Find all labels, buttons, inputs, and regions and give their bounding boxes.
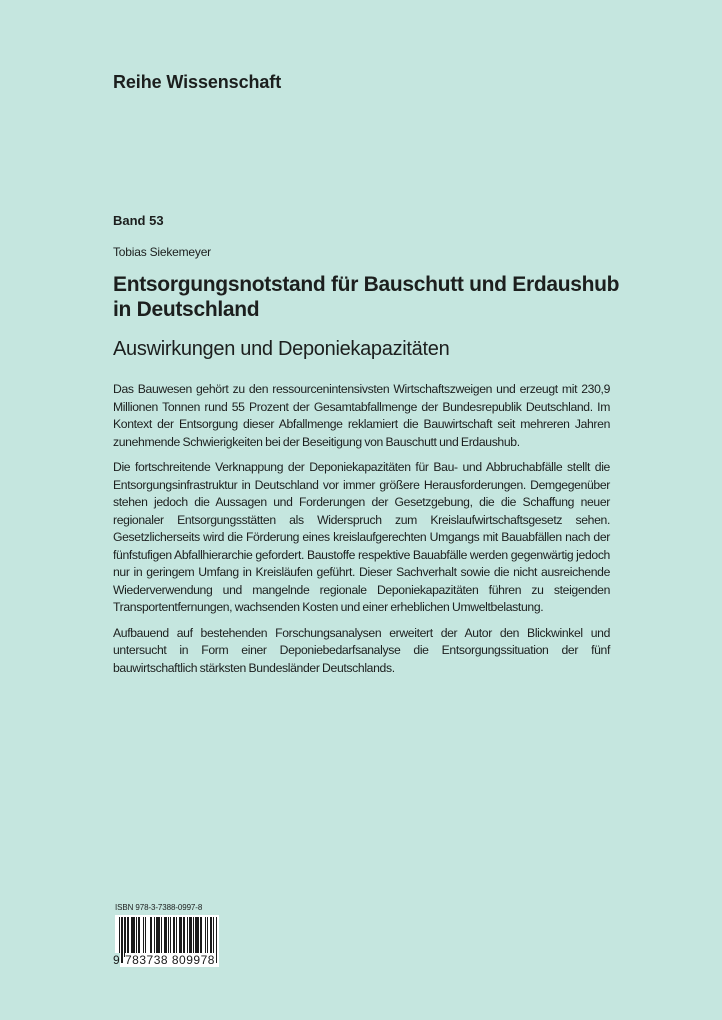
author-name: Tobias Siekemeyer: [113, 245, 211, 259]
blurb: [113, 381, 610, 685]
title-line-2: in Deutschland: [113, 298, 260, 321]
barcode-digits: [125, 953, 229, 967]
barcode-first-digit: 9: [113, 953, 120, 967]
book-subtitle: Auswirkungen und Deponiekapazitäten: [113, 338, 450, 360]
blurb-paragraph-2: Die fortschreitende Verknappung der Deponiekapazitäten für Bau- und Abbruchabfälle stellt die Entsorgungsinfrastruktur in Deutschland vor immer größere Herausforderungen. Demgegenüber stehen jedoch die Aussagen und Forderungen der Gesetzgebung, die die Schaffung neuer regionaler Entsorgungsstätten als Widerspruch zum Kreislaufwirtschaftsgesetz sehen. Gesetzlicherseits wird die Förderung eines kreislaufgerechten Umgangs mit Bauabfällen nach der fünfstufigen Abfallhierarchie gefordert. Baustoffe respektive Bauabfälle werden gegenwärtig jedoch nur in geringem Umfang in Kreisläufen geführt. Dieser Sachverhalt sowie die nicht ausreichende Wiederverwendung und mangelnde regionale Deponiekapazitäten führen zu steigenden Transportentfernungen, wachsenden Kosten und einer erheblichen Umweltbelastung.: [113, 460, 610, 614]
title-line-1: Entsorgungsnotstand für Bauschutt und Erdaushub: [113, 273, 620, 296]
blurb-paragraph-3: Aufbauend auf bestehenden Forschungsanalysen erweitert der Autor den Blickwinkel und untersucht in Form einer Deponiebedarfsanalyse die Entsorgungssituation der fünf bauwirtschaftlich stärksten Bundesländer Deutschlands.: [113, 625, 610, 675]
barcode: [115, 915, 219, 967]
volume-number: Band 53: [113, 213, 164, 228]
blurb-paragraph-1: Das Bauwesen gehört zu den ressourcenintensivsten Wirtschaftszweigen und erzeugt mit 230,9 Millionen Tonnen rund 55 Prozent der Gesamtabfallmenge der Bundesrepublik Deutschland. Im Kontext der Entsorgung dieser Abfallmenge reklamiert die Bauwirtschaft seit mehreren Jahren zunehmende Schwierigkeiten bei der Beseitigung von Bauschutt und Erdaushub.: [113, 382, 610, 449]
series-name: Reihe Wissenschaft: [113, 72, 282, 92]
isbn-label: ISBN 978-3-7388-0997-8: [115, 903, 203, 912]
barcode-bars: [119, 917, 217, 957]
barcode-digits-text: 783738 809978: [125, 953, 215, 967]
book-title: [113, 272, 673, 322]
